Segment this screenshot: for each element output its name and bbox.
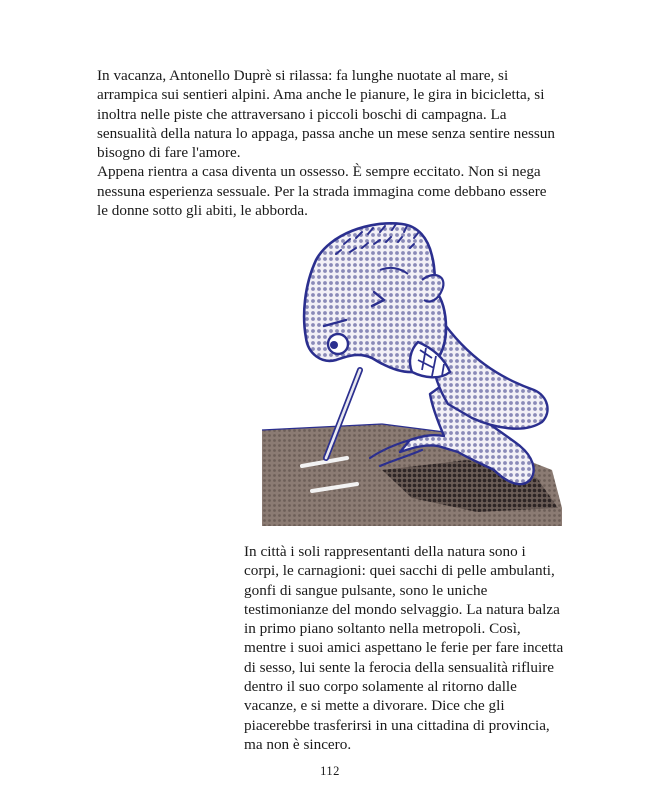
paragraph-return-home: Appena rientra a casa diventa un ossesso. È sempre eccitato. Non si nega nessuna esperienza sessuale. Per la strada immagina come debbano essere le donne sotto gli abiti, le abborda. [97, 163, 547, 220]
body-text-bottom [244, 542, 564, 754]
body-text-top [97, 66, 557, 220]
man-snorting-illustration-icon [262, 208, 562, 526]
paragraph-vacation: In vacanza, Antonello Duprè si rilassa: fa lunghe nuotate al mare, si arrampica sui sentieri alpini. Ama anche le pianure, le gira in bicicletta, si inoltra nelle piste che attraversano i piccoli boschi di campagna. La sensualità della natura lo appaga, passa anche un mese senza sentire nessun bisogno di fare l'amore. [97, 67, 555, 162]
page-number: 112 [320, 764, 340, 778]
paragraph-city-nature: In città i soli rappresentanti della natura sono i corpi, le carnagioni: quei sacchi di pelle ambulanti, gonfi di sangue pulsante, sono le uniche testimonianze del mondo selvaggio. La natura balza in primo piano soltanto nella metropoli. Così, mentre i suoi amici aspettano le ferie per fare incetta di sesso, lui sente la ferocia della sensualità rifluire dentro il suo corpo solamente al ritorno dalle vacanze, e si mette a divorare. Dice che gli piacerebbe trasferirsi in una cittadina di provincia, ma non è sincero. [244, 543, 564, 753]
